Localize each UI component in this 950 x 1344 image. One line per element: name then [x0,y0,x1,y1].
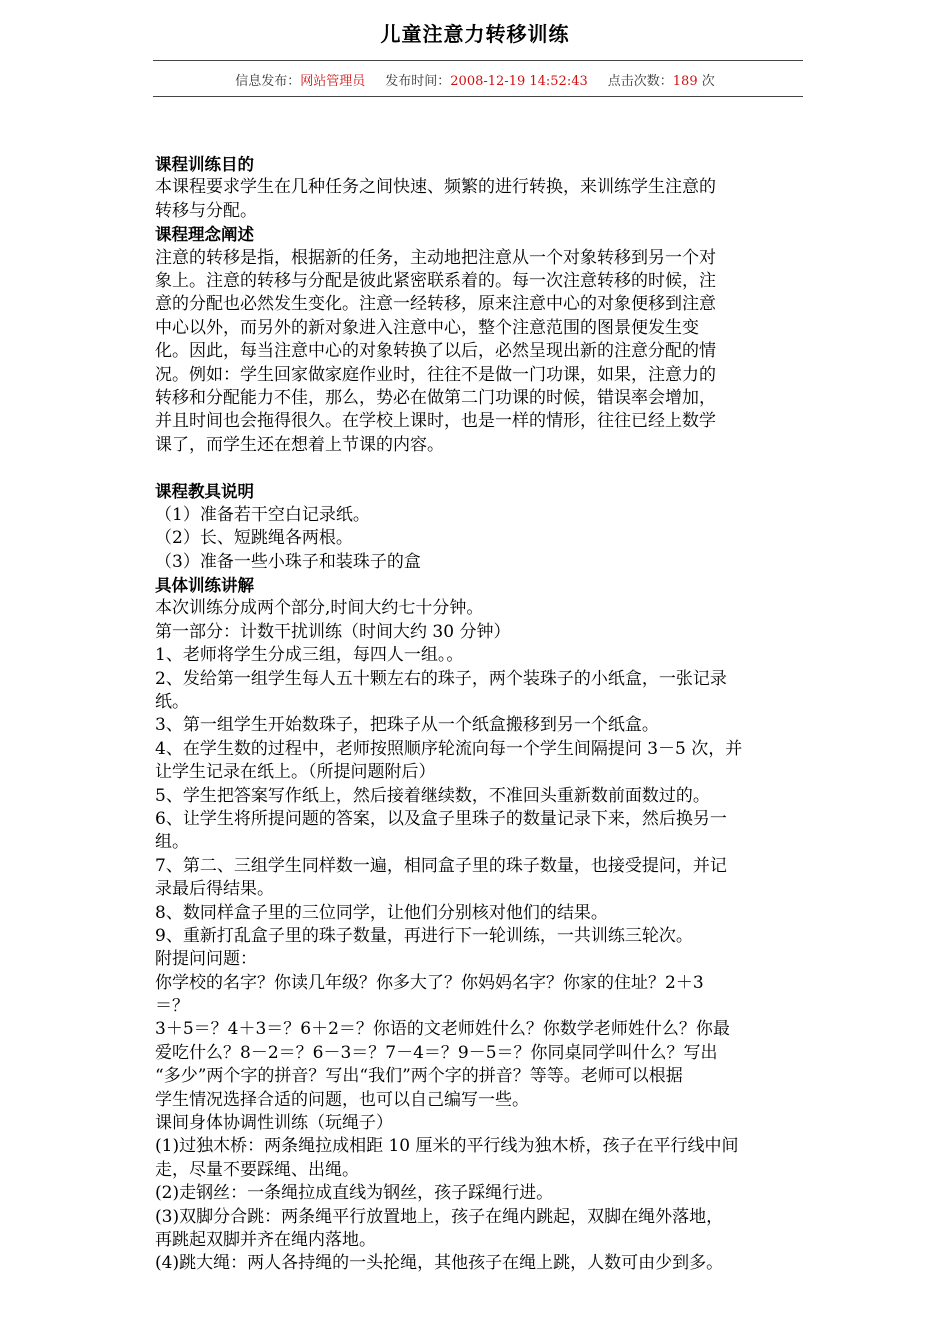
header-divider-bottom [153,96,803,97]
body-line: 爱吃什么？8－2＝？6－3＝？7－4＝？9－5＝？你同桌同学叫什么？写出 [155,1042,718,1063]
body-line: 况。例如：学生回家做家庭作业时，往往不是做一门功课，如果，注意力的 [155,364,716,385]
article-meta [0,70,950,89]
body-line: 4、在学生数的过程中，老师按照顺序轮流向每一个学生间隔提问 3－5 次，并 [155,738,743,759]
body-line: 象上。注意的转移与分配是彼此紧密联系着的。每一次注意转移的时候，注 [155,270,716,291]
body-line: 8、数同样盒子里的三位同学，让他们分别核对他们的结果。 [155,902,608,923]
body-line: 组。 [155,832,189,853]
page-title: 儿童注意力转移训练 [380,22,570,46]
body-line: 转移与分配。 [155,200,257,221]
body-line: 6、让学生将所提问题的答案，以及盒子里珠子的数量记录下来，然后换另一 [155,808,727,829]
body-line: （1）准备若干空白记录纸。 [155,504,370,525]
body-line: (1)过独木桥：两条绳拉成相距 10 厘米的平行线为独木桥，孩子在平行线中间 [155,1136,739,1157]
body-line: 5、学生把答案写作纸上，然后接着继续数，不准回头重新数前面数过的。 [155,785,710,806]
header-divider-top [153,60,803,61]
body-line: 中心以外，而另外的新对象进入注意中心，整个注意范围的图景便发生变 [155,317,699,338]
body-line: 再跳起双脚并齐在绳内落地。 [155,1229,376,1250]
body-line: 录最后得结果。 [155,879,274,900]
body-line: 课了，而学生还在想着上节课的内容。 [155,434,444,455]
body-line: 你学校的名字？你读几年级？你多大了？你妈妈名字？你家的住址？2＋3 [155,972,704,993]
publisher-label: 信息发布： [235,74,301,89]
section-heading: 课程理念阐述 [155,225,254,245]
body-line: 学生情况选择合适的问题，也可以自己编写一些。 [155,1089,529,1110]
body-line: 意的分配也必然发生变化。注意一经转移，原来注意中心的对象便移到注意 [155,294,716,315]
body-line: 让学生记录在纸上。（所提问题附后） [155,762,436,783]
body-line: 本课程要求学生在几种任务之间快速、频繁的进行转换，来训练学生注意的 [155,177,716,198]
clicks-unit: 次 [697,74,715,89]
body-line: 走，尽量不要踩绳、出绳。 [155,1159,359,1180]
body-line: （2）长、短跳绳各两根。 [155,528,353,549]
body-line: 3、第一组学生开始数珠子，把珠子从一个纸盒搬移到另一个纸盒。 [155,715,659,736]
body-line: 纸。 [155,691,189,712]
body-line: 本次训练分成两个部分,时间大约七十分钟。 [155,598,484,619]
blank-line [155,457,805,480]
clicks-value: 189 [672,74,698,89]
body-line: “多少”两个字的拼音？写出“我们”两个字的拼音？等等。老师可以根据 [155,1066,683,1087]
body-line: (3)双脚分合跳：两条绳平行放置地上，孩子在绳内跳起，双脚在绳外落地， [155,1206,724,1227]
body-line: 注意的转移是指，根据新的任务，主动地把注意从一个对象转移到另一个对 [155,247,716,268]
body-line: 并且时间也会拖得很久。在学校上课时，也是一样的情形，往往已经上数学 [155,411,716,432]
body-line: 7、第二、三组学生同样数一遍，相同盒子里的珠子数量，也接受提问，并记 [155,855,727,876]
body-line: ＝？ [155,996,189,1017]
body-line: 9、重新打乱盒子里的珠子数量，再进行下一轮训练，一共训练三轮次。 [155,925,693,946]
body-line: 2、发给第一组学生每人五十颗左右的珠子，两个装珠子的小纸盒，一张记录 [155,668,727,689]
article-body [155,153,805,1276]
body-line: 1、老师将学生分成三组，每四人一组。。 [155,645,464,666]
body-line: 课间身体协调性训练（玩绳子） [155,1113,393,1134]
section-heading: 课程教具说明 [155,482,254,502]
clicks-label: 点击次数： [607,74,673,89]
publisher-value: 网站管理员 [300,74,366,89]
body-line: (4)跳大绳：两人各持绳的一头抡绳，其他孩子在绳上跳，人数可由少到多。 [155,1253,724,1274]
body-line: 第一部分：计数干扰训练（时间大约 30 分钟） [155,621,511,642]
body-line: 3＋5＝？4＋3＝？6＋2＝？你语的文老师姓什么？你数学老师姓什么？你最 [155,1019,730,1040]
body-line: (2)走钢丝：一条绳拉成直线为钢丝，孩子踩绳行进。 [155,1183,554,1204]
body-line: 化。因此，每当注意中心的对象转换了以后，必然呈现出新的注意分配的情 [155,341,716,362]
body-line: 附提问问题： [155,949,257,970]
section-heading: 课程训练目的 [155,155,254,174]
section-heading: 具体训练讲解 [155,576,254,596]
body-line: （3）准备一些小珠子和装珠子的盒 [155,551,421,572]
body-line: 转移和分配能力不佳，那么，势必在做第二门功课的时候，错误率会增加， [155,387,716,408]
time-label: 发布时间： [385,74,451,89]
time-value: 2008-12-19 14:52:43 [450,74,588,89]
